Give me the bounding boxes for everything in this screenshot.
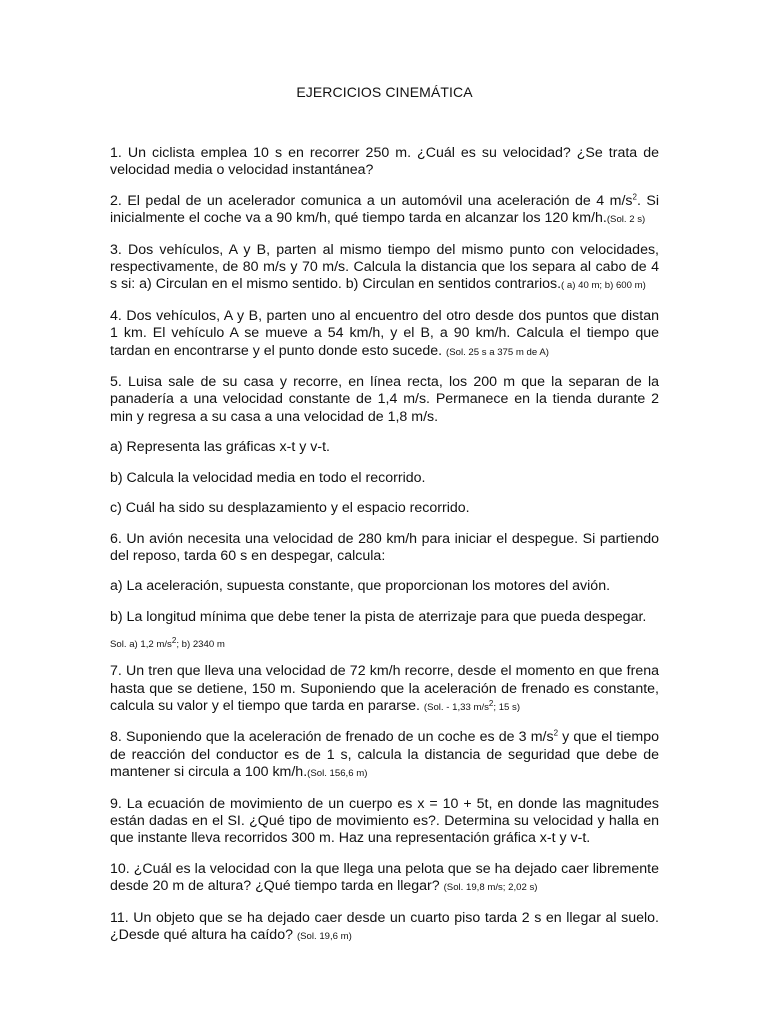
exercise-2-solution: (Sol. 2 s) [606, 214, 646, 226]
exercise-7-solution-a: (Sol. - 1,33 m/s [423, 701, 489, 713]
exercise-7-solution-b: ; 15 s) [493, 701, 521, 713]
exercise-3-solution: ( a) 40 m; b) 600 m) [561, 280, 646, 292]
exercise-6-part-b: b) La longitud mínima que debe tener la pista de aterrizaje para que pueda despegar. [110, 608, 647, 625]
exercise-10-solution: (Sol. 19,8 m/s; 2,02 s) [443, 882, 538, 894]
exercise-6-solution [110, 635, 659, 651]
exercise-5-text: 5. Luisa sale de su casa y recorre, en línea recta, los 200 m que la separan de la panadería a una velocidad constante de 1,4 m/s. Permanece en la tienda durante 2 min y regresa a su casa a una velocidad de 1,8 m/s. [110, 374, 659, 425]
exercise-8-solution: (Sol. 156,6 m) [307, 768, 368, 780]
exercise-9-text: 9. La ecuación de movimiento de un cuerpo es x = 10 + 5t, en donde las magnitudes están dadas en el SI. ¿Qué tipo de movimiento es?. Determina su velocidad y halla en que instante lleva recorridos 300 m. Haz una representación gráfica x-t y v-t. [110, 795, 659, 847]
exercise-11-text: 11. Un objeto que se ha dejado caer desde un cuarto piso tarda 2 s en llegar al suelo. ¿Desde qué altura ha caído? [110, 909, 659, 943]
exercise-2-text-b: . Si inicialmente el coche va a 90 km/h, qué tiempo tarda en alcanzar los 120 km/h. [110, 192, 660, 227]
exercise-5-part-c: c) Cuál ha sido su desplazamiento y el espacio recorrido. [110, 500, 470, 517]
exercise-1-text: 1. Un ciclista emplea 10 s en recorrer 250 m. ¿Cuál es su velocidad? ¿Se trata de velocidad media o velocidad instantánea? [110, 145, 659, 179]
exercise-10-text: 10. ¿Cuál es la velocidad con la que llega una pelota que se ha dejado caer libremente desde 20 m de altura? ¿Qué tiempo tarda en llegar? [110, 860, 659, 895]
exercise-3 [110, 242, 659, 295]
exercise-6-solution-b: ; b) 2340 m [176, 639, 225, 651]
exercise-5-part-b: b) Calcula la velocidad media en todo el recorrido. [110, 469, 426, 486]
exercise-7 [110, 663, 659, 716]
exercise-7-solution [423, 698, 521, 713]
exercise-7-solution-superscript: 2 [488, 698, 494, 708]
exercise-8-superscript: 2 [553, 728, 559, 738]
exercise-9 [110, 796, 659, 848]
exercise-8-text-a: 8. Suponiendo que la aceleración de frenado de un coche es de 3 m/s [110, 729, 554, 746]
exercise-6-solution-a: Sol. a) 1,2 m/s [110, 639, 172, 651]
exercise-11 [110, 910, 659, 946]
exercise-11-solution: (Sol. 19,6 m) [296, 931, 352, 942]
exercise-3-text: 3. Dos vehículos, A y B, parten al mismo tiempo del mismo punto con velocidades, respectivamente, de 80 m/s y 70 m/s. Calcula la distancia que los separa al cabo de 4 s si: a) Circulan en el mismo sentido. b) Circulan en sentidos contrarios. [110, 241, 659, 293]
exercise-8-text-b: y que el tiempo de reacción del conductor es de 1 s, calcula la distancia de seguridad que debe de mantener si circula a 100 km/h. [110, 729, 659, 781]
exercise-1 [110, 145, 659, 180]
exercise-4-text: 4. Dos vehículos, A y B, parten uno al encuentro del otro desde dos puntos que distan 1 km. El vehículo A se mueve a 54 km/h, y el B, a 90 km/h. Calcula el tiempo que tardan en encontrarse y el punto donde esto sucede. [110, 307, 659, 359]
exercise-7-text: 7. Un tren que lleva una velocidad de 72 km/h recorre, desde el momento en que frena hasta que se detiene, 150 m. Suponiendo que la aceleración de frenado es constante, calcula su valor y el tiempo que tarda en pararse. [110, 663, 659, 714]
exercise-6 [110, 531, 659, 566]
exercise-8 [110, 729, 659, 782]
exercise-5-part-a: a) Representa las gráficas x-t y v-t. [110, 439, 330, 456]
exercise-5 [110, 374, 659, 426]
exercise-6-part-a: a) La aceleración, supuesta constante, que proporcionan los motores del avión. [110, 578, 611, 595]
exercise-4 [110, 308, 659, 361]
exercise-2-superscript: 2 [632, 192, 637, 202]
document-title: EJERCICIOS CINEMÁTICA [296, 84, 473, 100]
exercise-10 [110, 861, 659, 897]
exercise-2 [110, 193, 659, 229]
exercise-6-solution-superscript: 2 [171, 635, 177, 645]
exercise-6-text: 6. Un avión necesita una velocidad de 280 km/h para iniciar el despegue. Si partiendo del reposo, tarda 60 s en despegar, calcula: [110, 530, 659, 564]
exercise-4-solution: (Sol. 25 s a 375 m de A) [446, 346, 549, 358]
exercise-2-text-a: 2. El pedal de un acelerador comunica a un automóvil una aceleración de 4 m/s [110, 192, 633, 209]
